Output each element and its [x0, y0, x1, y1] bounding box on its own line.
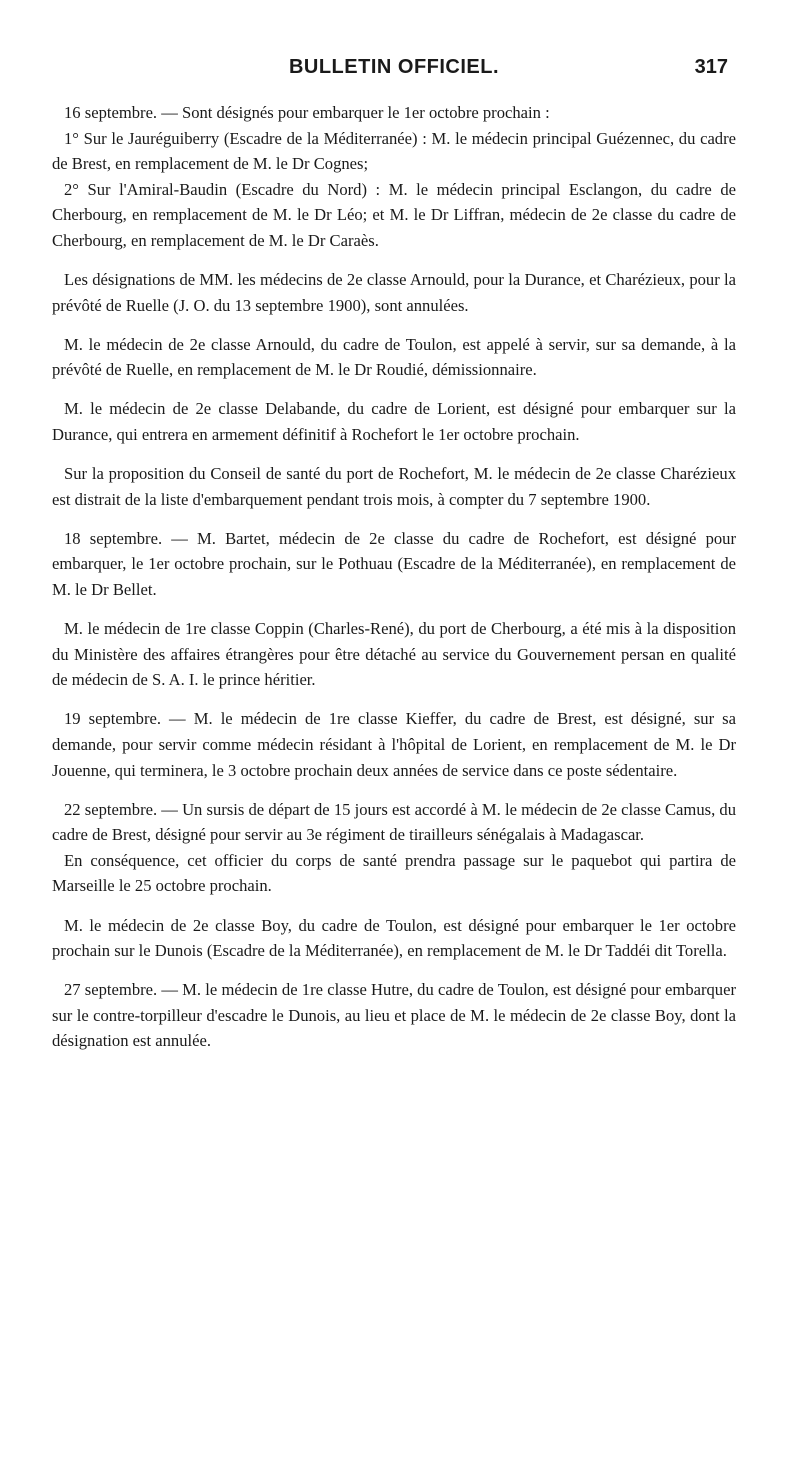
paragraph-8: 18 septembre. — M. Bartet, médecin de 2e classe du cadre de Rochefort, est désigné pour embarquer, le 1er octobre prochain, sur le Pothuau (Escadre de la Méditerranée), en remplacement de M. le Dr Bellet. [52, 528, 736, 599]
paragraph-14: 27 septembre. — M. le médecin de 1re classe Hutre, du cadre de Toulon, est désigné pour embarquer sur le contre-torpilleur d'escadre le Dunois, au lieu et place de M. le médecin de 2e classe Boy, dont la désignation est annulée. [52, 980, 736, 1051]
document-body [52, 100, 736, 1054]
page-header [60, 56, 728, 90]
paragraph-10: 19 septembre. — M. le médecin de 1re classe Kieffer, du cadre de Brest, est désigné, sur sa demande, pour servir comme médecin résidant à l'hôpital de Lorient, en remplacement de M. le Dr Jouenne, qui terminera, le 3 octobre prochain deux années de service dans ce poste sédentaire. [52, 709, 736, 780]
paragraph-6: M. le médecin de 2e classe Delabande, du cadre de Lorient, est désigné pour embarquer sur la Durance, qui entrera en armement définitif à Rochefort le 1er octobre prochain. [52, 399, 736, 445]
paragraph-1: 16 septembre. — Sont désignés pour embarquer le 1er octobre prochain : [64, 103, 550, 122]
paragraph-12: En conséquence, cet officier du corps de santé prendra passage sur le paquebot qui partira de Marseille le 25 octobre prochain. [52, 850, 736, 896]
paragraph-13: M. le médecin de 2e classe Boy, du cadre de Toulon, est désigné pour embarquer le 1er octobre prochain sur le Dunois (Escadre de la Méditerranée), en remplacement de M. le Dr Taddéi dit Torella. [52, 915, 736, 961]
page-number: 317 [694, 56, 728, 78]
paragraph-4: Les désignations de MM. les médecins de 2e classe Arnould, pour la Durance, et Charézieux, pour la prévôté de Ruelle (J. O. du 13 septembre 1900), sont annulées. [52, 270, 736, 315]
paragraph-2: 1° Sur le Jauréguiberry (Escadre de la Méditerranée) : M. le médecin principal Guézennec, du cadre de Brest, en remplacement de M. le Dr Cognes; [52, 128, 736, 174]
paragraph-5: M. le médecin de 2e classe Arnould, du cadre de Toulon, est appelé à servir, sur sa demande, à la prévôté de Ruelle, en remplacement de M. le Dr Roudié, démissionnaire. [52, 334, 736, 380]
running-title: BULLETIN OFFICIEL. [288, 56, 500, 78]
paragraph-3: 2° Sur l'Amiral-Baudin (Escadre du Nord) : M. le médecin principal Esclangon, du cadre de Cherbourg, en remplacement de M. le Dr Léo; et M. le Dr Liffran, médecin de 2e classe du cadre de Cherbourg, en remplacement de M. le Dr Caraès. [52, 179, 736, 250]
paragraph-9: M. le médecin de 1re classe Coppin (Charles-René), du port de Cherbourg, a été mis à la disposition du Ministère des affaires étrangères pour être détaché au service du Gouvernement persan en qualité de médecin de S. A. I. le prince héritier. [52, 619, 736, 690]
paragraph-7: Sur la proposition du Conseil de santé du port de Rochefort, M. le médecin de 2e classe Charézieux est distrait de la liste d'embarquement pendant trois mois, à compter du 7 septembre 1900. [52, 464, 736, 509]
paragraph-11: 22 septembre. — Un sursis de départ de 15 jours est accordé à M. le médecin de 2e classe Camus, du cadre de Brest, désigné pour servir au 3e régiment de tirailleurs sénégalais à Madagascar. [52, 799, 736, 845]
